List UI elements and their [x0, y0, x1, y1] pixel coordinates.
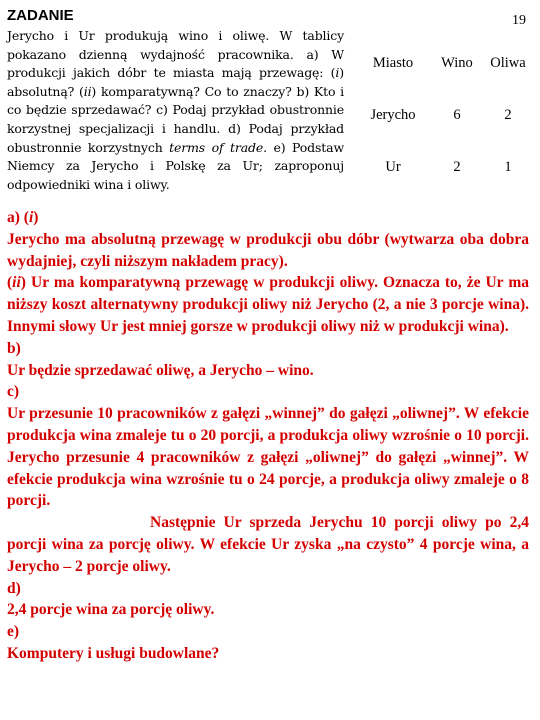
- answer-e-heading: e): [7, 623, 20, 641]
- task-text-2: ) absolutną? (: [7, 65, 344, 99]
- answer-d-heading: d): [7, 579, 21, 597]
- table-cell: Ur: [385, 158, 401, 175]
- task-description: [7, 27, 344, 194]
- answer-a-label: a) (: [7, 209, 29, 226]
- answer-a-italic-ii: ii: [12, 274, 21, 292]
- table-cell: 2: [504, 106, 512, 123]
- task-italic-terms: terms of trade: [169, 139, 264, 155]
- productivity-table: [353, 37, 535, 193]
- table-row: [353, 141, 535, 193]
- task-text-3: ) komparatywną? Co to znaczy? b) Kto i co będzie sprzedawać? c) Podaj przykład obustronnie korzystnej specjalizacji i handlu. d) Podaj przykład obustronnie korzystnych: [7, 83, 344, 155]
- table-header-row: [353, 37, 535, 89]
- task-italic-ii: ii: [83, 83, 92, 99]
- table-cell: 1: [504, 158, 512, 175]
- answer-e-text: Komputery i usługi budowlane?: [7, 644, 220, 662]
- task-italic-i: i: [335, 65, 340, 81]
- answer-a-heading: [7, 207, 529, 229]
- answer-c-text-1: Ur przesunie 10 pracowników z gałęzi „winnej” do gałęzi „oliwnej”. W efekcie produkcja wina zmaleje tu o 20 porcji, a produkcja oliwy wzrośnie o 10 porcji. Jerycho przesunie 4 pracowników z gałęzi „oliwnej” do gałęzi „winnej”. W efekcie produkcja wina wzrośnie tu o 24 porcje, a produkcja oliwy zmaleje o 8 porcji.: [7, 405, 529, 510]
- table-cell: Jerycho: [370, 106, 416, 123]
- answer-a-close: ): [33, 209, 39, 226]
- page-title: ZADANIE: [7, 7, 74, 24]
- task-text-1: Jerycho i Ur produkują wino i oliwę. W tablicy pokazano dzienną wydajność pracownika. a) W produkcji jakich dóbr te miasta mają przewagę: (: [7, 28, 344, 81]
- table-header-cell: Miasto: [372, 54, 414, 71]
- task-text-4: . e) Podstaw Niemcy za Jerycho i Polskę za Ur; zaproponuj odpowiedniki wina i oliwy.: [7, 139, 345, 192]
- table-cell: 6: [453, 106, 461, 123]
- answer-c-text-2: Następnie Ur sprzeda Jerychu 10 porcji oliwy po 2,4 porcji wina za porcję oliwy. W efekcie Ur zyska „na czysto” 4 porcje wina, a Jerycho – 2 porcje oliwy.: [7, 514, 529, 575]
- table-cell: 2: [453, 158, 461, 175]
- answer-a-italic-i: i: [28, 209, 34, 226]
- table-header-cell: Wino: [441, 54, 473, 71]
- table-row: [353, 89, 535, 141]
- answer-b-heading: b): [7, 339, 21, 357]
- answer-d-text: 2,4 porcje wina za porcję oliwy.: [7, 601, 215, 619]
- answer-a-ii: [7, 272, 529, 337]
- answer-a-ii-text: ) Ur ma komparatywną przewagę w produkcji oliwy. Oznacza to, że Ur ma niższy koszt alternatywny produkcji oliwy niż Jerycho (2, a nie 3 porcje wina). Innymi słowy Ur jest mniej gorsze w produkcji oliwy niż w produkcji wina).: [7, 274, 529, 335]
- page-number: 19: [512, 13, 526, 28]
- answer-a-i-text: Jerycho ma absolutną przewagę w produkcji obu dóbr (wytwarza oba dobra wydajniej, czyli niższym nakładem pracy).: [7, 230, 529, 270]
- answer-c-heading: c): [7, 383, 20, 401]
- answer-section: [7, 207, 529, 665]
- answer-b-text: Ur będzie sprzedawać oliwę, a Jerycho – wino.: [7, 361, 314, 379]
- answer-a-ii-open: (: [7, 274, 13, 292]
- table-header-cell: Oliwa: [490, 54, 526, 71]
